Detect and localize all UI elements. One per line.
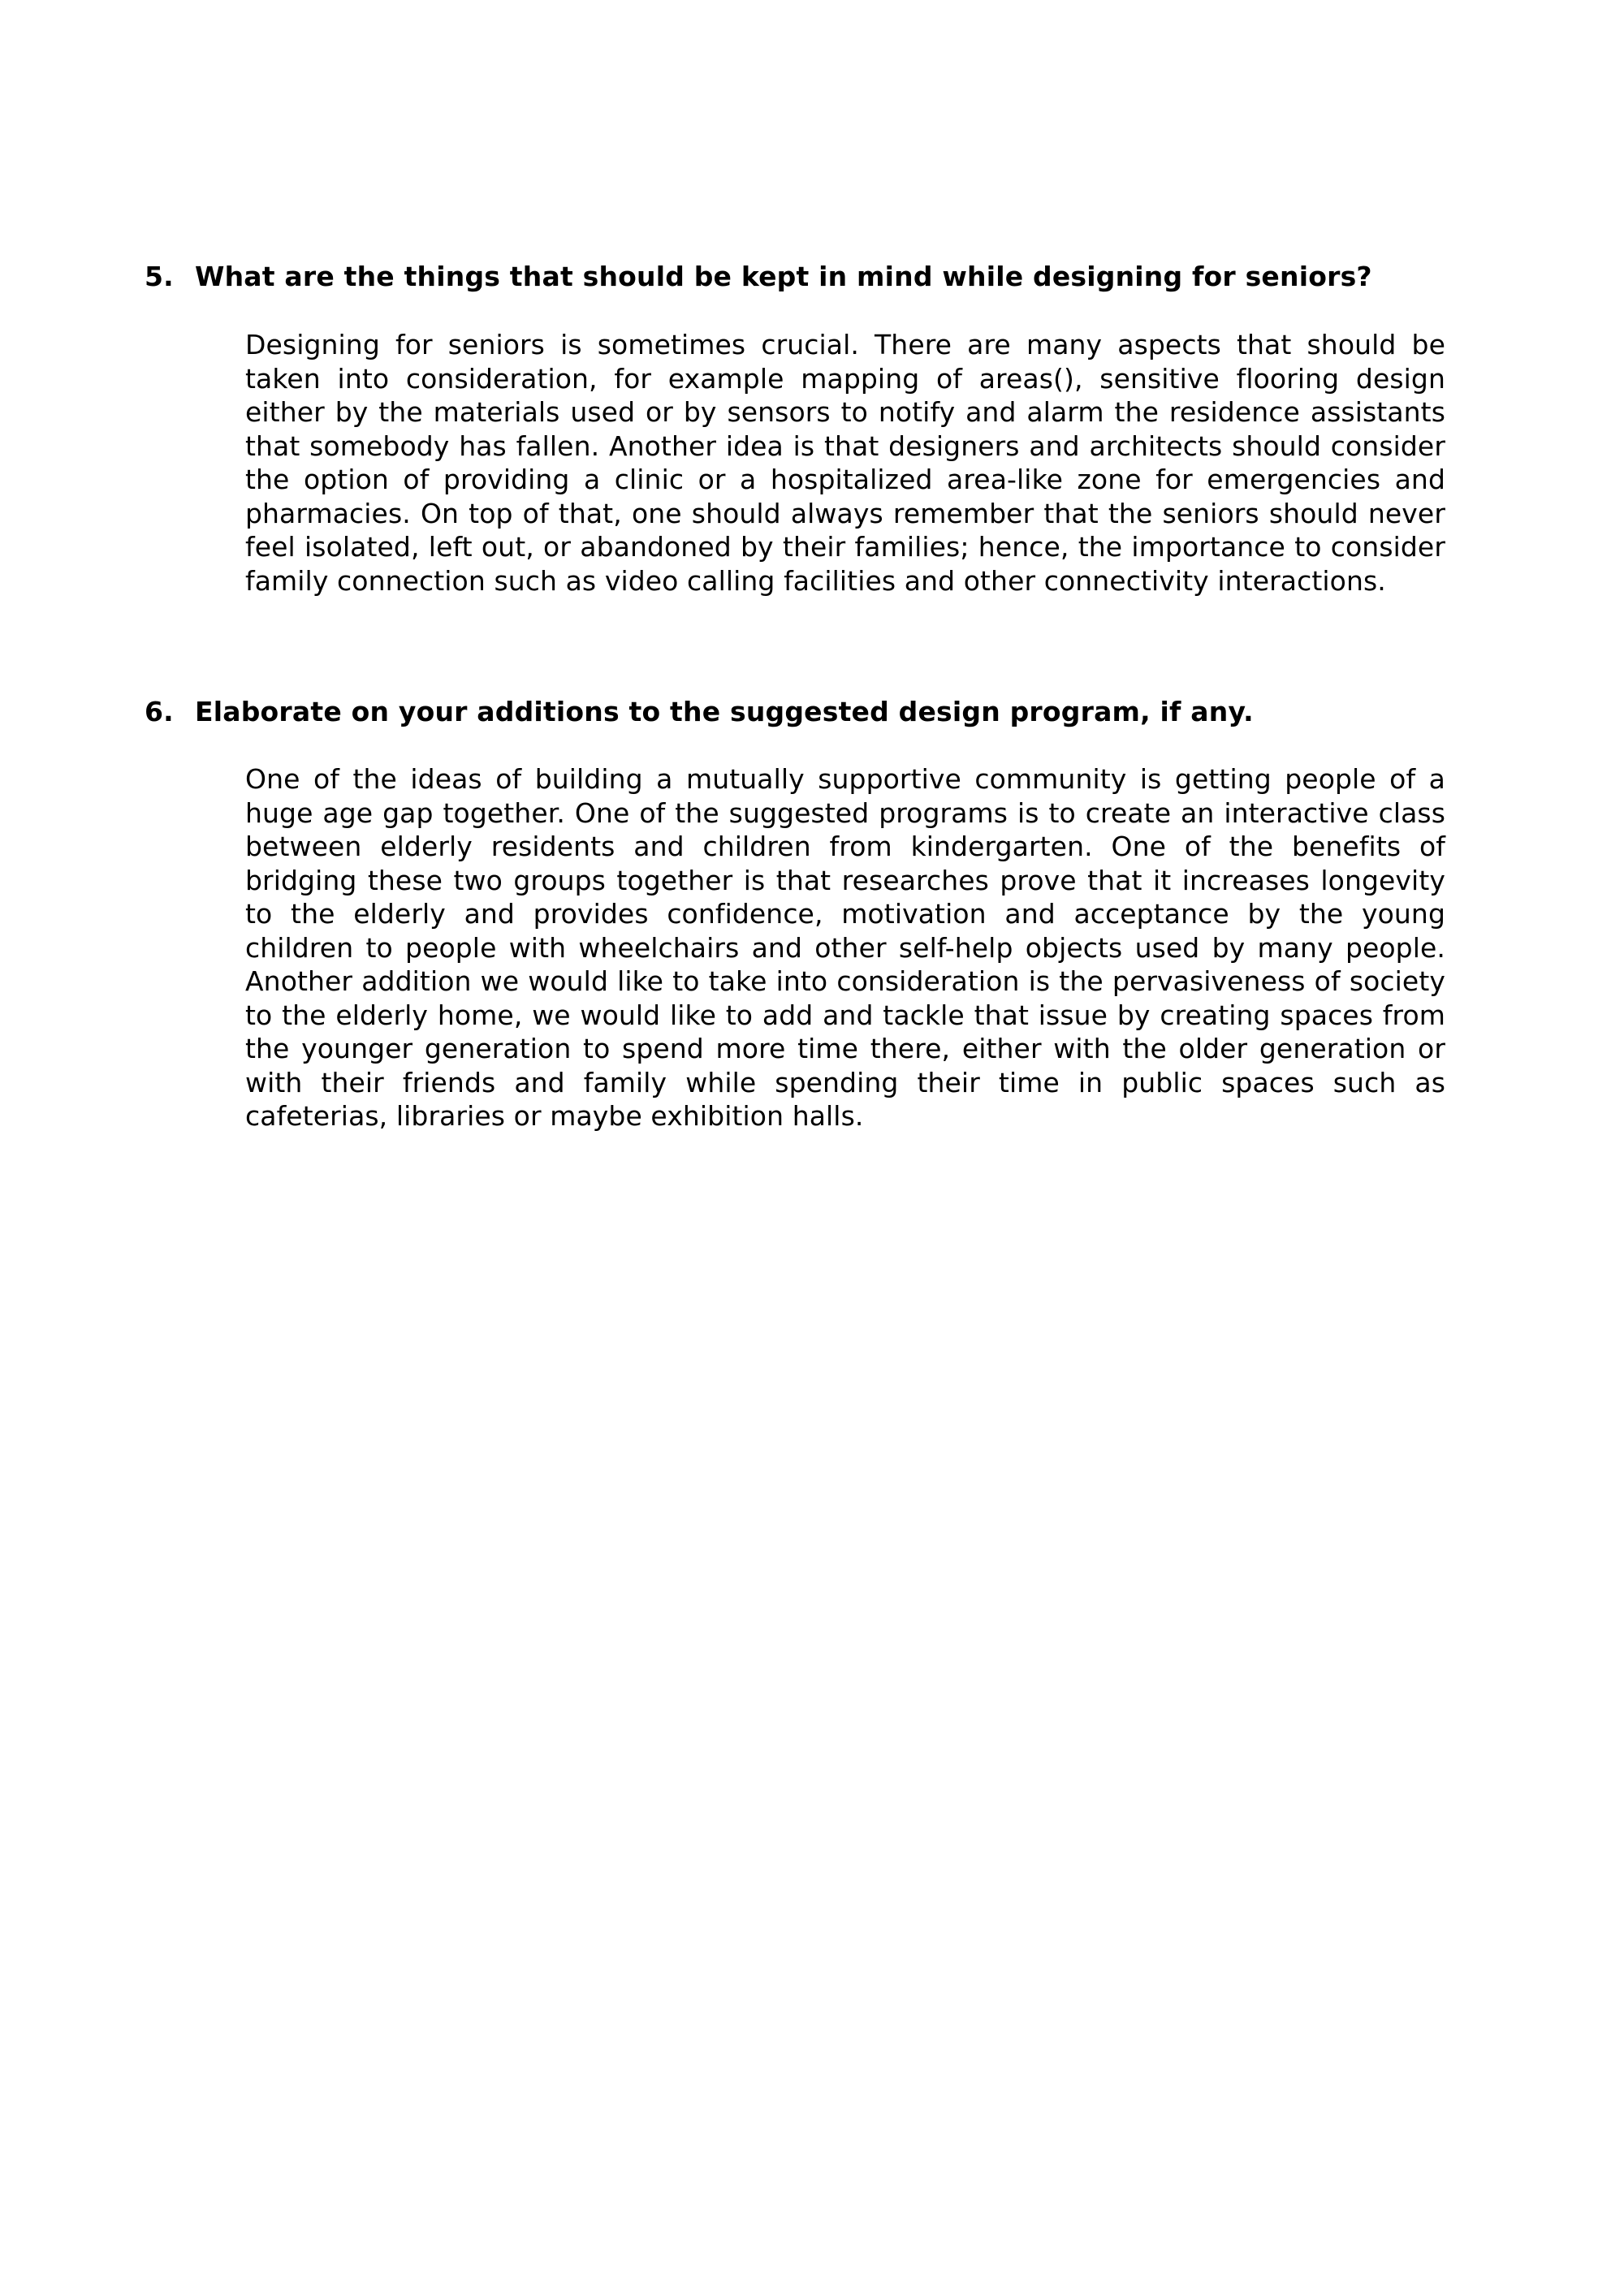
- question-6-heading: [145, 695, 1444, 729]
- question-number: 5.: [145, 261, 174, 292]
- question-title: Elaborate on your additions to the suggested design program, if any.: [195, 696, 1254, 727]
- question-5-heading: [145, 260, 1444, 294]
- question-6-answer: One of the ideas of building a mutually supportive community is getting people of a huge age gap together. One of the suggested programs is to create an interactive class between elderly residents and children from kindergarten. One of the benefits of bridging these two groups together is that researches prove that it increases longevity to the elderly and provides confidence, motivation and acceptance by the young children to people with wheelchairs and other self-help objects used by many people. Another addition we would like to take into consideration is the pervasiveness of society to the elderly home, we would like to add and tackle that issue by creating spaces from the younger generation to spend more time there, either with the older generation or with their friends and family while spending their time in public spaces such as cafeterias, libraries or maybe exhibition halls.: [245, 763, 1445, 1132]
- question-5-answer: Designing for seniors is sometimes crucial. There are many aspects that should be taken into consideration, for example mapping of areas(), sensitive flooring design either by the materials used or by sensors to notify and alarm the residence assistants that somebody has fallen. Another idea is that designers and architects should consider the option of providing a clinic or a hospitalized area-like zone for emergencies and pharmacies. On top of that, one should always remember that the seniors should never feel isolated, left out, or abandoned by their families; hence, the importance to consider family connection such as video calling facilities and other connectivity interactions.: [245, 329, 1445, 597]
- question-number: 6.: [145, 696, 174, 727]
- question-title: What are the things that should be kept in mind while designing for seniors?: [195, 261, 1372, 292]
